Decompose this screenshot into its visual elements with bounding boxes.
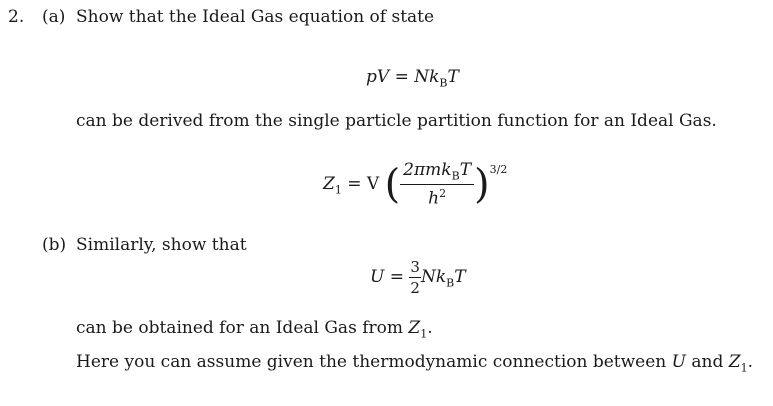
ideal-gas-equation: pV = $Nk_BT$ xyxy=(366,67,459,90)
z1-numerator: 2πmk$_B$T xyxy=(400,160,474,185)
z1-lhs: Z xyxy=(323,174,335,195)
part-a-label: (a) xyxy=(42,7,66,27)
u-rhs-n: Nk xyxy=(420,267,447,287)
eq-rhs-n: Nk xyxy=(414,67,440,87)
u-rhs-sub: B xyxy=(446,276,455,290)
eq-rhs-t: T xyxy=(447,67,459,87)
partition-function-equation xyxy=(323,160,507,209)
problem-number: 2. xyxy=(8,7,25,27)
eq-rhs-sub: B xyxy=(439,76,448,90)
z1-exponent: 3/2 xyxy=(489,163,508,177)
part-a-statement: can be derived from the single particle partition function for an Ideal Gas. xyxy=(76,111,717,131)
frac-den: 2 xyxy=(410,279,420,297)
right-paren: ) xyxy=(474,161,490,208)
part-b-intro: Similarly, show that xyxy=(76,235,247,255)
part-b-statement-2: Here you can assume given the thermodynamic connection between U and $Z_1$. xyxy=(76,352,753,375)
z1-equals-v: = V xyxy=(347,174,380,195)
eq-lhs: pV xyxy=(366,67,390,87)
part-b-label: (b) xyxy=(42,235,67,255)
part-b-statement-1: can be obtained for an Ideal Gas from $Z_1$. xyxy=(76,318,433,341)
z1-denominator: $h^2$ xyxy=(428,187,447,210)
u-lhs: U = xyxy=(370,267,404,287)
three-halves-fraction xyxy=(409,258,421,297)
z1-lhs-sub: 1 xyxy=(334,183,342,197)
part-a-intro: Show that the Ideal Gas equation of state xyxy=(76,7,435,27)
energy-equation xyxy=(370,258,466,297)
z1-fraction xyxy=(400,160,474,209)
frac-num: 3 xyxy=(410,258,420,276)
u-rhs-t: T xyxy=(454,267,466,287)
left-paren: ( xyxy=(384,161,401,208)
